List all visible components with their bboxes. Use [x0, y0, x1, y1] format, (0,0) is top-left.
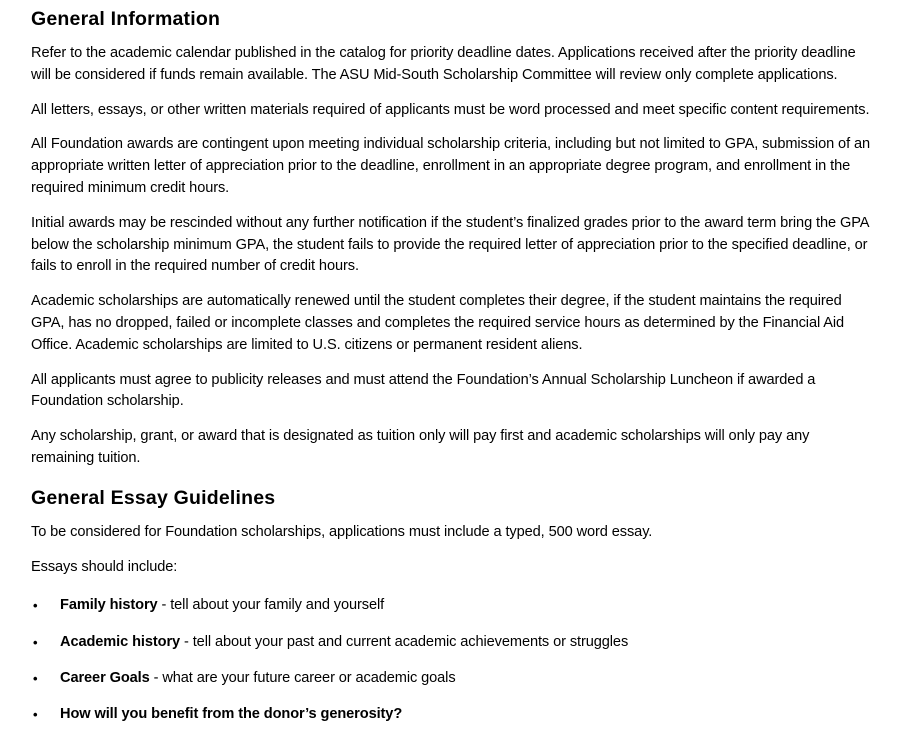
bullet-icon: •: [33, 670, 38, 686]
bullet-icon: •: [33, 707, 38, 723]
list-item-academic-history: [31, 632, 871, 654]
paragraph-award-criteria: All Foundation awards are contingent upon meeting individual scholarship criteria, including but not limited to GPA, submission of an appropriate written letter of appreciation prior to the deadline, enrollment in an appropriate degree program, and enrollment in the required minimum credit hours.: [31, 136, 871, 196]
paragraph-priority-deadline: Refer to the academic calendar published in the catalog for priority deadline dates. Applications received after the priority deadline will be considered if funds remain available. The ASU Mid-South Scholarship Committee will review only complete applications.: [31, 45, 856, 83]
heading-general-essay-guidelines: General Essay Guidelines: [31, 486, 276, 509]
essay-bullet-list: [31, 595, 871, 726]
bullet-term: Career Goals: [60, 669, 150, 686]
bullet-icon: •: [33, 598, 38, 614]
bullet-icon: •: [33, 634, 38, 650]
heading-general-information: General Information: [31, 8, 221, 30]
bullet-description: - tell about your family and yourself: [157, 597, 385, 614]
bullet-term: Academic history: [60, 633, 181, 650]
list-item-donor-generosity: [31, 704, 871, 726]
paragraph-written-materials: All letters, essays, or other written materials required of applicants must be word processed and meet specific content requirements.: [31, 101, 870, 118]
bullet-description: - tell about your past and current academic achievements or struggles: [180, 633, 629, 650]
bullet-term: Family history: [60, 597, 158, 614]
list-item-career-goals: [31, 668, 871, 690]
list-item-family-history: [31, 595, 871, 617]
bullet-term: How will you benefit from the donor’s generosity?: [60, 706, 403, 723]
paragraph-tuition-only: Any scholarship, grant, or award that is designated as tuition only will pay first and academic scholarships will only pay any remaining tuition.: [31, 428, 810, 466]
paragraph-rescinded-awards: Initial awards may be rescinded without any further notification if the student’s finalized grades prior to the award term bring the GPA below the scholarship minimum GPA, the student fails to provide the required letter of appreciation prior to the specified deadline, or fails to enroll in the required number of credit hours.: [31, 214, 869, 275]
paragraph-renewal-policy: Academic scholarships are automatically renewed until the student completes their degree, if the student maintains the required GPA, has no dropped, failed or incomplete classes and completes the required service hours as determined by the Financial Aid Office. Academic scholarships are limited to U.S. citizens or permanent resident aliens.: [31, 293, 845, 353]
bullet-description: - what are your future career or academic goals: [149, 669, 456, 686]
paragraph-essays-should-include: Essays should include:: [31, 558, 178, 575]
paragraph-publicity-luncheon: All applicants must agree to publicity releases and must attend the Foundation’s Annual Scholarship Luncheon if awarded a Foundation scholarship.: [31, 371, 816, 410]
paragraph-essay-requirement: To be considered for Foundation scholarships, applications must include a typed, 500 word essay.: [31, 523, 653, 540]
